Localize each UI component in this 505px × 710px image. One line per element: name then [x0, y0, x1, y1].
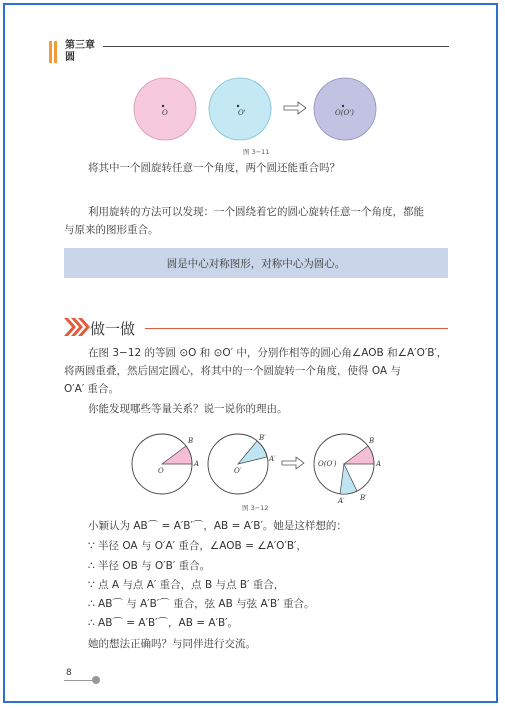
paragraph-line: 利用旋转的方法可以发现：一个圆绕着它的圆心旋转任意一个角度，都能	[88, 206, 424, 218]
label-o-o-prime: O(O′)	[318, 460, 337, 468]
body-line: 在图 3−12 的等圆 ⊙O 和 ⊙O′ 中，分别作相等的圆心角∠AOB 和∠A′O′B′，	[88, 347, 448, 359]
section-title: 做一做	[90, 320, 136, 338]
label-a-prime: A′	[338, 497, 345, 505]
proof-line: ∵ 半径 OA 与 O′A′ 重合，∠AOB = ∠A′O′B′，	[88, 540, 307, 552]
label-b-prime: B′	[259, 434, 266, 442]
arrow-icon	[282, 457, 304, 469]
proof-line: ∴ AB⌒ = A′B′⌒，AB = A′B′。	[88, 617, 239, 629]
body-line: O′A′ 重合。	[64, 383, 120, 395]
figure-caption: 图 3−12	[242, 504, 269, 512]
body-line: 将两圆重叠，然后固定圆心，将其中的一个圆旋转一个角度，使得 OA 与	[64, 365, 401, 377]
conclusion-text: 圆是中心对称图形，对称中心为圆心。	[166, 257, 346, 270]
label-o: O	[158, 467, 164, 475]
label-a: A	[376, 460, 382, 468]
proof-line: ∴ AB⌒ 与 A′B′⌒ 重合，弦 AB 与弦 A′B′ 重合。	[88, 598, 315, 610]
paragraph-line: 与原来的图形重合。	[64, 224, 159, 236]
label-o-o-prime: O(O')	[335, 109, 354, 117]
label-o: O	[162, 109, 168, 117]
page-dot	[92, 676, 100, 684]
label-b-prime: B′	[360, 494, 367, 502]
page-number: 8	[66, 668, 72, 678]
figure-caption: 图 3−11	[243, 148, 270, 156]
question-text: 将其中一个圆旋转任意一个角度，两个圆还能重合吗？	[88, 162, 340, 174]
chapter-subtitle: 圆	[65, 52, 75, 63]
chapter-title: 第三章	[65, 40, 95, 51]
label-a: A	[194, 460, 200, 468]
label-a-prime: A′	[269, 455, 276, 463]
proof-line: 她的想法正确吗？与同伴进行交流。	[88, 638, 256, 650]
label-b: B	[369, 437, 375, 445]
proof-line: ∴ 半径 OB 与 O′B′ 重合。	[88, 560, 211, 572]
label-b: B	[188, 437, 194, 445]
body-line: 你能发现哪些等量关系？说一说你的理由。	[88, 403, 288, 415]
proof-line: ∵ 点 A 与点 A′ 重合，点 B 与点 B′ 重合，	[88, 579, 285, 591]
label-o-prime: O′	[234, 467, 242, 475]
proof-line: 小颖认为 AB⌒ = A′B′⌒，AB = A′B′。她是这样想的：	[88, 520, 347, 532]
page-rule	[64, 680, 94, 681]
label-o-prime: O'	[238, 109, 246, 117]
